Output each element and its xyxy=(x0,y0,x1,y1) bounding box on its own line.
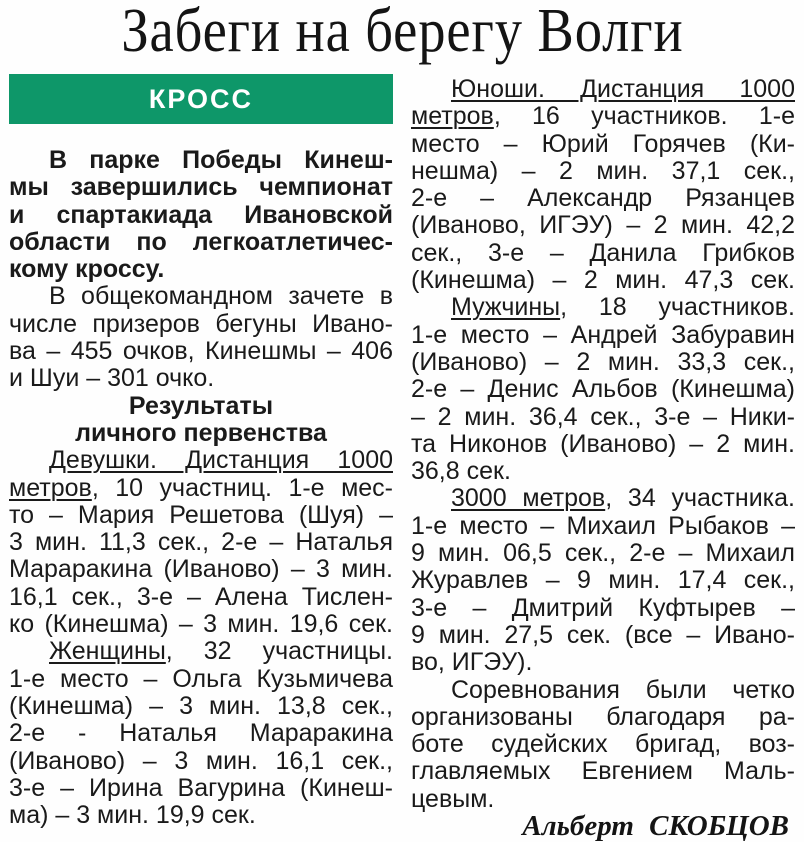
text-run: В парке Победы Кинеш- xyxy=(49,146,393,174)
underlined-text: Юноши. Дистанция 1000 xyxy=(451,75,795,103)
text-line xyxy=(411,185,795,212)
text-run: 2-е – Александр Рязанцев xyxy=(411,184,795,213)
text-line xyxy=(9,720,393,747)
text-run: 16,1 сек., 3-е – Алена Тислен- xyxy=(9,582,393,611)
text-run: , 10 участниц. 1-е мес- xyxy=(91,473,393,502)
text-line xyxy=(9,447,393,474)
text-line xyxy=(411,294,795,321)
text-run: области по легкоатлетичес- xyxy=(9,227,393,256)
text-line xyxy=(9,420,393,447)
text-run: , 18 участников. xyxy=(560,293,795,322)
rubric-label: КРОСС xyxy=(148,83,254,114)
article-title-text: Забеги на берегу Волги xyxy=(120,0,684,65)
text-run: (Иваново) – 2 мин. 33,3 сек., xyxy=(411,347,795,376)
right-column-text xyxy=(411,76,795,813)
text-run: (Иваново) – 3 мин. 16,1 сек., xyxy=(9,746,393,775)
text-run: 1-е место – Ольга Кузьмичева xyxy=(9,664,393,693)
text-line xyxy=(9,556,393,583)
text-line xyxy=(9,748,393,775)
text-run: ма) – 3 мин. 19,9 сек. xyxy=(9,801,256,830)
text-run: , 32 участницы. xyxy=(165,637,393,666)
text-line xyxy=(9,666,393,693)
text-line xyxy=(411,349,795,376)
text-run: (Кинешма) – 3 мин. 13,8 сек., xyxy=(9,691,393,720)
text-line xyxy=(411,567,795,594)
text-line xyxy=(9,529,393,556)
text-line xyxy=(411,131,795,158)
text-run: во, ИГЭУ). xyxy=(411,648,533,677)
text-line xyxy=(411,212,795,239)
text-run: 2-е – Денис Альбов (Кинешма) xyxy=(411,375,795,404)
text-run: сек., 3-е – Данила Грибков xyxy=(411,238,795,267)
underlined-text: Девушки. Дистанция 1000 xyxy=(49,446,393,475)
text-run: 3-е – Дмитрий Куфтырев – xyxy=(411,593,795,622)
text-run: то – Мария Решетова (Шуя) – xyxy=(9,500,393,529)
text-line xyxy=(9,311,393,338)
text-line xyxy=(411,731,795,758)
text-line xyxy=(411,240,795,267)
text-line xyxy=(411,103,795,130)
article-columns xyxy=(0,62,804,840)
text-run: мы завершились чемпионат xyxy=(9,173,393,202)
text-line xyxy=(9,147,393,174)
text-line xyxy=(9,475,393,502)
text-line xyxy=(9,174,393,201)
text-run: числе призеров бегуны Ивано- xyxy=(9,309,393,338)
text-line xyxy=(411,322,795,349)
text-run: ва – 455 очков, Кинешмы – 406 xyxy=(9,337,393,366)
text-line xyxy=(411,786,795,813)
text-line xyxy=(9,365,393,392)
text-line xyxy=(411,622,795,649)
text-line xyxy=(411,431,795,458)
text-line xyxy=(9,802,393,829)
text-run: место – Юрий Горячев (Ки- xyxy=(411,129,795,158)
text-line xyxy=(9,502,393,529)
left-column xyxy=(9,62,393,840)
text-run: и спартакиада Ивановской xyxy=(9,200,393,229)
text-line xyxy=(9,229,393,256)
text-line xyxy=(411,158,795,185)
text-run: 1-е место – Михаил Рыбаков – xyxy=(411,511,795,540)
text-run: та Никонов (Иваново) – 2 мин. xyxy=(411,429,795,458)
text-line xyxy=(9,256,393,283)
text-line xyxy=(9,393,393,420)
text-line xyxy=(411,704,795,731)
author-byline: Альберт СКОБЦОВ xyxy=(522,810,789,842)
text-run: Мараракина (Иваново) – 3 мин. xyxy=(9,555,393,584)
text-line xyxy=(9,775,393,802)
text-run: Результаты xyxy=(128,391,274,420)
text-run: цевым. xyxy=(411,784,495,813)
text-run: 2-е - Наталья Мараракина xyxy=(9,719,393,748)
text-line xyxy=(9,693,393,720)
text-line xyxy=(411,540,795,567)
text-line xyxy=(9,338,393,365)
text-run: личного первенства xyxy=(75,418,327,447)
text-run: (Иваново, ИГЭУ) – 2 мин. 42,2 xyxy=(411,211,795,240)
text-run: Соревнования были четко xyxy=(451,675,795,704)
underlined-text: Мужчины xyxy=(451,293,561,322)
underlined-text: метров xyxy=(411,102,494,131)
text-line xyxy=(9,584,393,611)
article-title xyxy=(0,0,804,65)
text-line xyxy=(411,595,795,622)
text-run: 9 мин. 27,5 сек. (все – Ивано- xyxy=(411,620,795,649)
text-line xyxy=(411,404,795,431)
text-run: ко (Кинешма) – 3 мин. 19,6 сек. xyxy=(9,610,393,639)
text-line xyxy=(411,485,795,512)
text-run: боте судейских бригад, воз- xyxy=(411,730,795,759)
text-line xyxy=(411,267,795,294)
text-line xyxy=(411,458,795,485)
rubric-badge xyxy=(9,74,393,124)
text-line xyxy=(411,677,795,704)
text-line xyxy=(9,202,393,229)
text-run: нешма) – 2 мин. 37,1 сек., xyxy=(411,156,795,185)
text-run: организованы благодаря ра- xyxy=(411,702,795,731)
text-run: (Кинешма) – 2 мин. 47,3 сек. xyxy=(411,266,795,295)
right-column xyxy=(411,62,795,840)
text-line xyxy=(411,376,795,403)
text-run: , 16 участников. 1-е xyxy=(493,102,795,131)
text-line xyxy=(411,758,795,785)
text-line xyxy=(411,649,795,676)
underlined-text: метров xyxy=(9,473,92,502)
text-line xyxy=(9,611,393,638)
text-run: – 2 мин. 36,4 сек., 3-е – Ники- xyxy=(411,402,795,431)
underlined-text: Женщины xyxy=(49,637,166,666)
text-run: , 34 участника. xyxy=(605,484,795,513)
text-line xyxy=(9,638,393,665)
text-run: 36,8 сек. xyxy=(411,457,511,486)
text-run: 1-е место – Андрей Забуравин xyxy=(411,320,795,349)
text-run: 9 мин. 06,5 сек., 2-е – Михаил xyxy=(411,539,795,568)
text-run: главляемых Евгением Маль- xyxy=(411,757,795,786)
text-line xyxy=(411,76,795,103)
text-run: В общекомандном зачете в xyxy=(49,282,393,311)
text-line xyxy=(9,283,393,310)
text-line xyxy=(411,513,795,540)
text-run: кому кроссу. xyxy=(9,255,165,284)
text-run: 3 мин. 11,3 сек., 2-е – Наталья xyxy=(9,528,393,557)
text-run: 3-е – Ирина Вагурина (Кинеш- xyxy=(9,773,393,802)
underlined-text: 3000 метров xyxy=(451,484,606,513)
left-column-text xyxy=(9,147,393,829)
text-run: Журавлев – 9 мин. 17,4 сек., xyxy=(411,566,795,595)
text-run: и Шуи – 301 очко. xyxy=(9,364,215,393)
